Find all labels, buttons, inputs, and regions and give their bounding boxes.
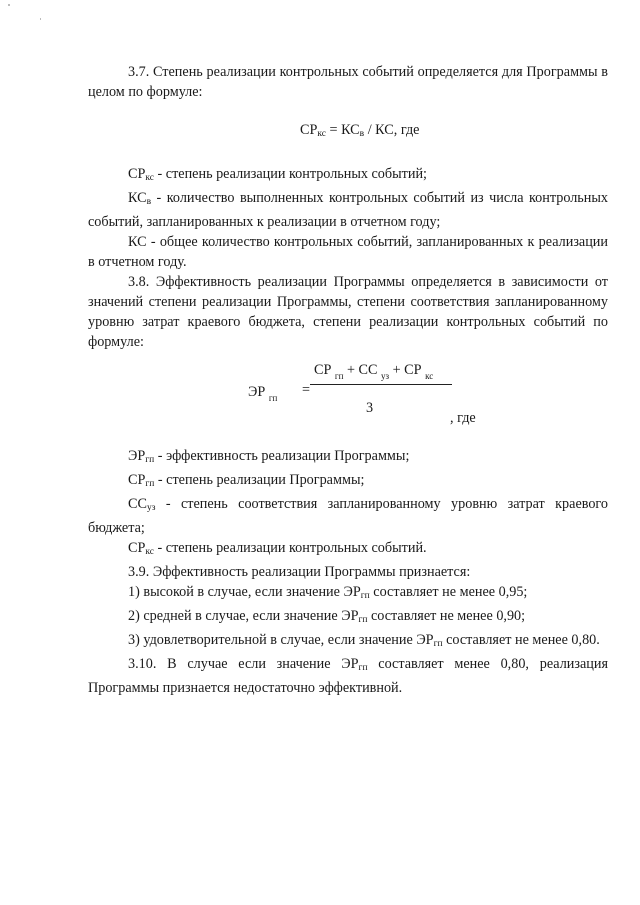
formula-efficiency [88,358,608,444]
formula-equals: = [302,382,311,398]
paragraph-3-10: 3.10. В случае если значение ЭРгп составляет менее 0,80, реализация Программы признается недостаточно эффективной. [88,656,608,696]
paragraph-3-9: 3.9. Эффективность реализации Программы признается: [128,564,471,580]
fraction-bar [310,384,452,385]
list-item-medium: 2) средней в случае, если значение ЭРгп составляет не менее 0,90; [128,608,526,625]
definition-sr-ks-2: СРкс - степень реализации контрольных событий. [128,540,427,557]
formula-control-events: СРкс = КСв / КС, где [300,122,420,139]
definition-ks: КС - общее количество контрольных событий, запланированных к реализации в отчетном году. [88,234,608,270]
scan-speck [8,4,10,6]
definition-ks-v: КСв - количество выполненных контрольных событий из числа контрольных событий, запланированных к реализации в отчетном году; [88,190,608,230]
formula-numerator: СР $_{гп}$ + СС $_{уз}$ + СР $_{кс}$ [314,362,434,381]
list-item-high: 1) высокой в случае, если значение ЭРгп составляет не менее 0,95; [128,584,528,601]
definition-sr-gp: СРгп - степень реализации Программы; [128,472,365,489]
formula-lhs: ЭР $_{гп}$ [248,384,278,403]
scan-speck [40,18,41,20]
paragraph-3-7: 3.7. Степень реализации контрольных событий определяется для Программы в целом по формуле: [88,64,608,100]
formula-where: , где [450,410,476,426]
formula-denominator: 3 [366,400,374,416]
paragraph-3-8: 3.8. Эффективность реализации Программы определяется в зависимости от значений степени реализации Программы, степени соответствия запланированному уровню затрат краевого бюджета, степени реализации контрольных событий по формуле: [88,274,608,350]
document-body [88,62,608,698]
definition-ss-uz: ССуз - степень соответствия запланированному уровню затрат краевого бюджета; [88,496,608,536]
definition-er-gp: ЭРгп - эффективность реализации Программы; [128,448,410,465]
list-item-satisfactory: 3) удовлетворительной в случае, если значение ЭРгп составляет не менее 0,80. [128,632,600,649]
definition-sr-ks: СРкс - степень реализации контрольных событий; [128,166,427,183]
